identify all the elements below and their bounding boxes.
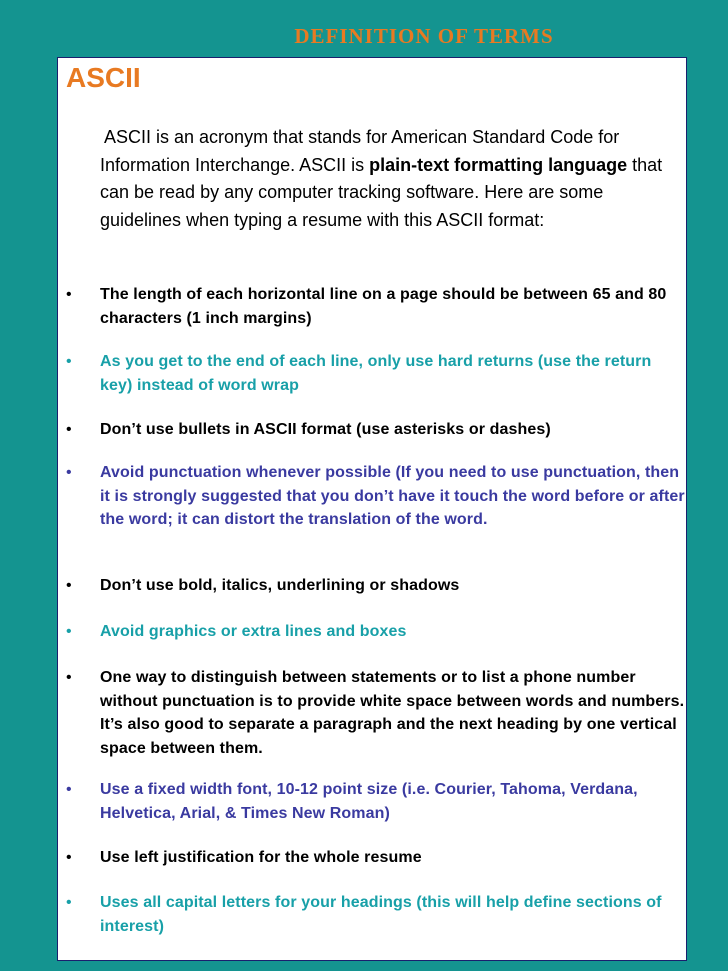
guideline-text: Use a fixed width font, 10-12 point size (i.e. Courier, Tahoma, Verdana, Helvetica, Arial, & Times New Roman) — [100, 781, 638, 822]
guideline-text: Don’t use bold, italics, underlining or shadows — [100, 577, 460, 594]
bullet-icon: • — [66, 286, 72, 303]
guideline-text: One way to distinguish between statements or to list a phone number without punctuation is to provide white space between words and numbers. It’s also good to separate a paragraph and the next heading by one vertical space between them. — [100, 669, 685, 757]
bullet-icon: • — [66, 464, 72, 481]
term-heading: ASCII — [66, 62, 141, 93]
bullet-icon: • — [66, 421, 72, 438]
definition-text-1: ASCII is an acronym that stands for American Standard Code for Information Interchange. ASCII is — [100, 127, 620, 175]
bullet-icon: • — [66, 623, 72, 640]
definition-paragraph — [100, 124, 680, 234]
guideline-text: The length of each horizontal line on a page should be between 65 and 80 characters (1 inch margins) — [100, 286, 667, 327]
bullet-icon: • — [66, 894, 72, 911]
bullet-icon: • — [66, 849, 72, 866]
bottom-bar — [0, 962, 728, 971]
guideline-text: Uses all capital letters for your headings (this will help define sections of interest) — [100, 894, 662, 935]
bullet-icon: • — [66, 669, 72, 686]
guideline-text: As you get to the end of each line, only use hard returns (use the return key) instead of word wrap — [100, 353, 652, 394]
page-title: DEFINITION OF TERMS — [294, 24, 554, 48]
definition-text-2: that can be read by any computer tracking software. Here are some guidelines when typing a resume with this ASCII format: — [100, 154, 663, 230]
bullet-icon: • — [66, 577, 72, 594]
guideline-text: Use left justification for the whole resume — [100, 849, 422, 866]
bullet-icon: • — [66, 353, 72, 370]
guideline-text: Avoid punctuation whenever possible (If you need to use punctuation, then it is strongly suggested that you don’t have it touch the word before or after the word; it can distort the translation of the word. — [100, 464, 685, 528]
guideline-text: Avoid graphics or extra lines and boxes — [100, 623, 407, 640]
bullet-icon: • — [66, 781, 72, 798]
definition-bold-text: plain-text formatting language — [369, 154, 628, 175]
guideline-text: Don’t use bullets in ASCII format (use asterisks or dashes) — [100, 421, 551, 438]
